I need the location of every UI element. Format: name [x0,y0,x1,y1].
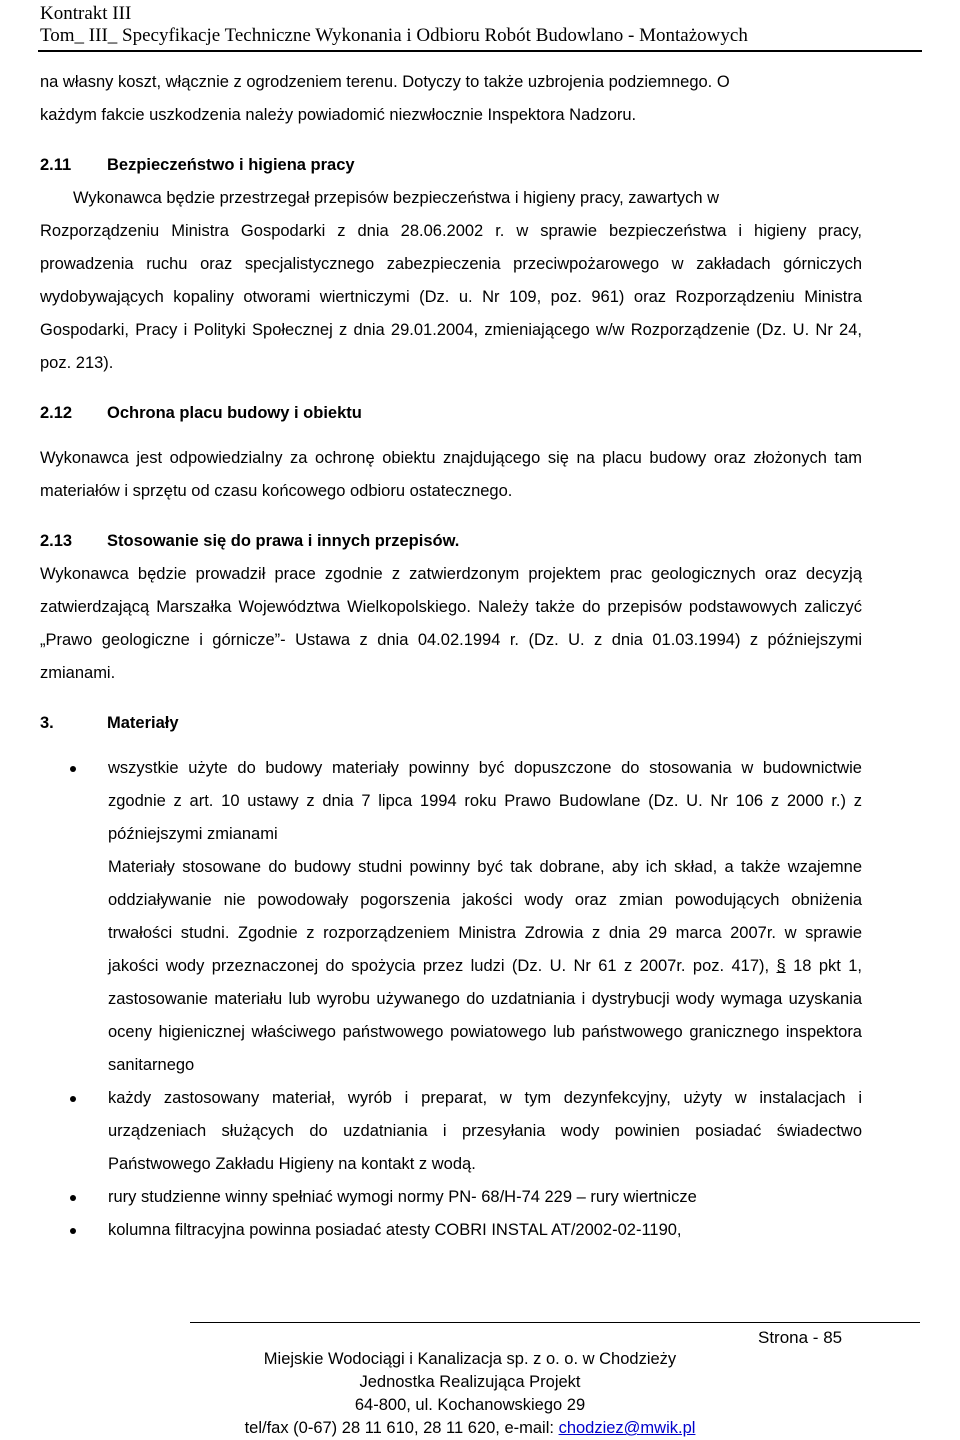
intro-line-2: każdym fakcie uszkodzenia należy powiadomić niezwłocznie Inspektora Nadzoru. [40,106,637,124]
footer-divider [190,1322,920,1323]
footer-unit: Jednostka Realizująca Projekt [359,1373,581,1391]
footer-company: Miejskie Wodociągi i Kanalizacja sp. z o. o. w Chodzieży [263,1350,677,1368]
page-header [40,0,920,47]
section-2-11-first-line: Wykonawca będzie przestrzegał przepisów bezpieczeństwa i higieny pracy, zawartych w [73,189,720,207]
footer-address: 64-800, ul. Kochanowskiego 29 [354,1396,586,1414]
list-item-text: wszystkie użyte do budowy materiały powinny być dopuszczone do stosowania w budownictwie zgodnie z art. 10 ustawy z dnia 7 lipca 1994 roku Prawo Budowlane (Dz. U. Nr 106 z 2000 r.) z późniejszymi zmianami [108,759,862,843]
email-link[interactable]: chodziez@mwik.pl [558,1419,696,1437]
subtext-part: 18 pkt 1, zastosowanie materiału lub wyrobu używanego do uzdatniania i dystrybucji wody wymaga uzyskania oceny higienicznej właściwego państwowego powiatowego lub państwowego granicznego inspektora sanitarnego [108,957,862,1074]
section-2-13-body: Wykonawca będzie prowadził prace zgodnie z zatwierdzonym projektem prac geologicznych oraz decyzją zatwierdzającą Marszałka Województwa Wielkopolskiego. Należy także do przepisów podstawowych zaliczyć „Prawo geologiczne i górnicze”- Ustawa z dnia 04.02.1994 r. (Dz. U. z dnia 01.03.1994) z późniejszymi zmianami. [40,565,862,682]
subtext-part: Materiały stosowane do budowy studni powinny być tak dobrane, aby ich skład, a także wzajemne oddziaływanie nie powodowały pogorszenia jakości wody oraz zmian powodujących obniżenia trwałości studni. Zgodnie z rozporządzeniem Ministra Zdrowia z dnia 29 marca 2007r. w sprawie jakości wody przeznaczonej do spożycia przez ludzi (Dz. U. Nr 61 z 2007r. poz. 417), [108,858,862,975]
list-item-text: każdy zastosowany materiał, wyrób i preparat, w tym dezynfekcyjny, użyty w instalacjach i urządzeniach służących do uzdatniania i przesyłania wody powinien posiadać świadectwo Państwowego Zakładu Higieny na kontakt z wodą. [108,1089,862,1173]
footer-phone: tel/fax (0-67) 28 11 610, 28 11 620, e-mail: [244,1419,559,1437]
list-item [40,1181,862,1214]
bullet-icon [70,1096,76,1102]
page-number: Strona - 85 [758,1328,843,1347]
list-item-subtext [108,851,862,1082]
section-2-12-heading [40,397,862,430]
section-sign-link[interactable]: § [776,957,786,975]
list-item [40,1214,862,1247]
section-title: Materiały [107,714,179,732]
header-divider [38,50,922,52]
section-number: 2.11 [40,156,72,174]
section-2-12-body: Wykonawca jest odpowiedzialny za ochronę obiektu znajdującego się na placu budowy oraz złożonych tam materiałów i sprzętu od czasu końcowego odbioru ostatecznego. [40,449,862,500]
list-item [40,752,862,1082]
list-item [40,1082,862,1181]
bullet-icon [70,766,76,772]
section-2-11-body: Rozporządzeniu Ministra Gospodarki z dnia 28.06.2002 r. w sprawie bezpieczeństwa i higieny pracy, prowadzenia ruchu oraz specjalistycznego zabezpieczenia przeciwpożarowego w zakładach górniczych wydobywających kopaliny otworami wiertniczymi (Dz. u. Nr 109, poz. 961) oraz Rozporządzeniu Ministra Gospodarki, Pracy i Polityki Społecznej z dnia 29.01.2004, zmieniającego w/w Rozporządzenie (Dz. U. Nr 24, poz. 213). [40,222,862,372]
list-item-text: kolumna filtracyjna powinna posiadać atesty COBRI INSTAL AT/2002-02-1190, [108,1221,682,1239]
materials-list [40,752,862,1247]
section-2-11-heading [40,149,862,182]
page-footer [0,1348,960,1440]
section-title: Ochrona placu budowy i obiektu [107,404,362,422]
section-title: Stosowanie się do prawa i innych przepisów. [107,532,460,550]
section-number: 2.12 [40,404,73,422]
section-title: Bezpieczeństwo i higiena pracy [107,156,355,174]
list-item-text: rury studzienne winny spełniać wymogi normy PN- 68/H-74 229 – rury wiertnicze [108,1188,697,1206]
section-number: 2.13 [40,532,73,550]
bullet-icon [70,1195,76,1201]
bullet-icon [70,1228,76,1234]
header-volume-title: Tom_ III_ Specyfikacje Techniczne Wykonania i Odbioru Robót Budowlano - Montażowych [40,25,748,46]
section-number: 3. [40,714,54,732]
intro-line-1: na własny koszt, włącznie z ogrodzeniem terenu. Dotyczy to także uzbrojenia podziemnego. O [40,73,730,91]
header-contract: Kontrakt III [40,3,132,24]
section-3-heading [40,707,862,740]
document-body [40,66,862,1247]
section-2-13-heading [40,525,862,558]
